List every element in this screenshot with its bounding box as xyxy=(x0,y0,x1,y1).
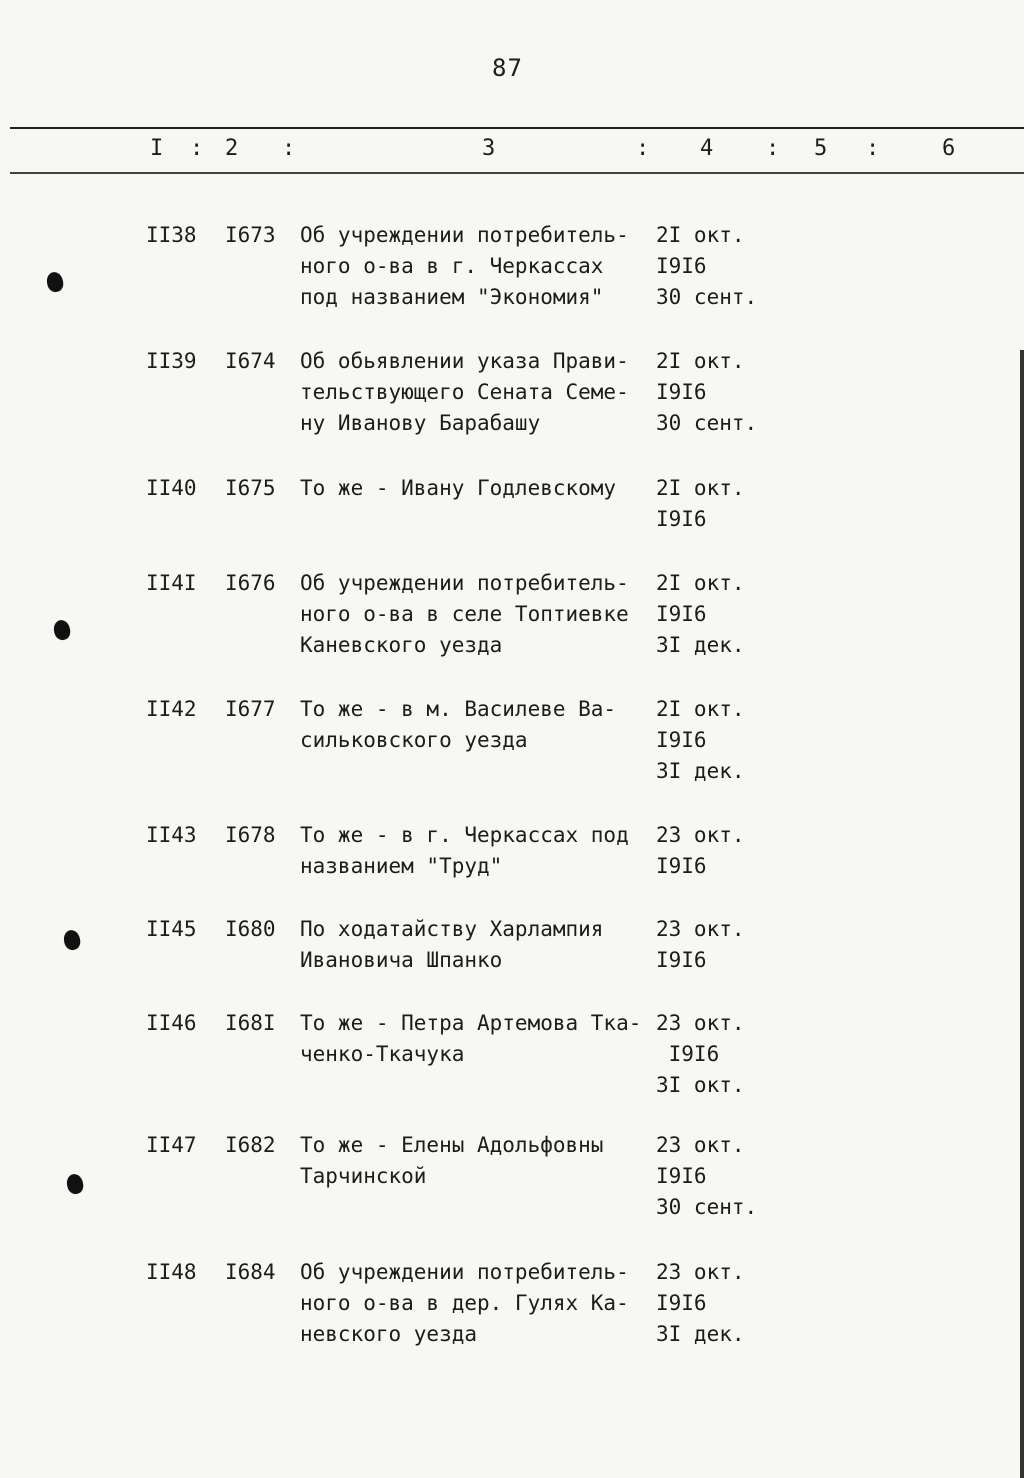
entry-title-line: Каневского уезда xyxy=(300,633,503,657)
entry-title-line: Об учреждении потребитель- xyxy=(300,1260,629,1284)
entry-number: II47 xyxy=(146,1133,197,1157)
binding-hole-mark xyxy=(65,1173,85,1196)
header-separator-1: : xyxy=(190,136,204,161)
entry-title xyxy=(300,568,660,661)
header-separator-2: : xyxy=(282,136,296,161)
binding-hole-mark xyxy=(52,619,72,642)
entry-date-line: 2I окт. xyxy=(656,349,745,373)
entry-title xyxy=(300,1130,660,1192)
entry-number: II4I xyxy=(146,571,197,595)
entry-date-line: 3I дек. xyxy=(656,759,745,783)
entry-title-line: сильковского уезда xyxy=(300,728,528,752)
entry-title-line: По ходатайству Харлампия xyxy=(300,917,604,941)
entry-date-line: 2I окт. xyxy=(656,697,745,721)
entry-title xyxy=(300,820,660,882)
document-number: I682 xyxy=(225,1133,276,1157)
entry-date-line: I9I6 xyxy=(656,380,707,404)
entry-date-line: I9I6 xyxy=(656,1291,707,1315)
entry-number: II38 xyxy=(146,223,197,247)
entry-title-line: ного о-ва в селе Топтиевке xyxy=(300,602,629,626)
entry-title-line: тельствующего Сената Семе- xyxy=(300,380,629,404)
entry-date-line: I9I6 xyxy=(656,728,707,752)
header-col-6: 6 xyxy=(942,136,956,161)
binding-hole-mark xyxy=(45,271,65,294)
entry-dates xyxy=(656,568,786,661)
entry-number: II46 xyxy=(146,1011,197,1035)
entry-date-line: I9I6 xyxy=(656,1164,707,1188)
document-number: I674 xyxy=(225,349,276,373)
entry-date-line: 3I дек. xyxy=(656,1322,745,1346)
entry-dates xyxy=(656,220,786,313)
document-number: I680 xyxy=(225,917,276,941)
document-number: I684 xyxy=(225,1260,276,1284)
entry-date-line: 30 сент. xyxy=(656,411,758,435)
page-edge-line xyxy=(1020,350,1024,1478)
entry-date-line: 2I окт. xyxy=(656,223,745,247)
entry-date-line: 30 сент. xyxy=(656,1195,758,1219)
entry-title-line: Об обьявлении указа Прави- xyxy=(300,349,629,373)
entry-title-line: ну Иванову Барабашу xyxy=(300,411,541,435)
entry-date-line: 23 окт. xyxy=(656,1133,745,1157)
binding-hole-mark xyxy=(62,929,82,952)
header-separator-3: : xyxy=(636,136,650,161)
entry-date-line: I9I6 xyxy=(656,1042,720,1066)
entry-title-line: под названием "Экономия" xyxy=(300,285,604,309)
entry-date-line: 30 сент. xyxy=(656,285,758,309)
entry-number: II42 xyxy=(146,697,197,721)
entry-title-line: То же - в м. Василеве Ва- xyxy=(300,697,617,721)
entry-date-line: 2I окт. xyxy=(656,476,745,500)
entry-date-line: I9I6 xyxy=(656,254,707,278)
entry-title xyxy=(300,914,660,976)
entry-number: II48 xyxy=(146,1260,197,1284)
entry-title-line: ного о-ва в г. Черкассах xyxy=(300,254,604,278)
entry-dates xyxy=(656,1008,786,1101)
entry-number: II40 xyxy=(146,476,197,500)
entry-date-line: 3I окт. xyxy=(656,1073,745,1097)
entry-date-line: 23 окт. xyxy=(656,1011,745,1035)
entry-date-line: I9I6 xyxy=(656,948,707,972)
document-number: I677 xyxy=(225,697,276,721)
document-number: I678 xyxy=(225,823,276,847)
entry-title-line: То же - Елены Адольфовны xyxy=(300,1133,604,1157)
entry-number: II45 xyxy=(146,917,197,941)
entry-title xyxy=(300,694,660,756)
entry-date-line: 23 окт. xyxy=(656,917,745,941)
document-number: I675 xyxy=(225,476,276,500)
entry-title-line: То же - Ивану Годлевскому xyxy=(300,476,617,500)
entry-date-line: I9I6 xyxy=(656,507,707,531)
entry-title xyxy=(300,473,660,504)
header-col-4: 4 xyxy=(700,136,714,161)
entry-title xyxy=(300,1008,660,1070)
entry-date-line: 3I дек. xyxy=(656,633,745,657)
entry-dates xyxy=(656,473,786,535)
entry-number: II39 xyxy=(146,349,197,373)
entry-dates xyxy=(656,820,786,882)
entry-title-line: Тарчинской xyxy=(300,1164,427,1188)
entry-title-line: То же - Петра Артемова Тка- xyxy=(300,1011,642,1035)
entry-title-line: Ивановича Шпанко xyxy=(300,948,503,972)
header-col-2: 2 xyxy=(225,136,239,161)
entry-title-line: Об учреждении потребитель- xyxy=(300,223,629,247)
document-number: I676 xyxy=(225,571,276,595)
entry-date-line: 23 окт. xyxy=(656,823,745,847)
entry-number: II43 xyxy=(146,823,197,847)
entry-dates xyxy=(656,1257,786,1350)
entry-dates xyxy=(656,914,786,976)
document-number: I673 xyxy=(225,223,276,247)
header-col-3: 3 xyxy=(482,136,496,161)
page-number: 87 xyxy=(492,54,523,82)
entry-date-line: I9I6 xyxy=(656,854,707,878)
entry-date-line: 23 окт. xyxy=(656,1260,745,1284)
header-separator-4: : xyxy=(766,136,780,161)
entry-date-line: 2I окт. xyxy=(656,571,745,595)
entry-title-line: названием "Труд" xyxy=(300,854,503,878)
entry-title-line: ного о-ва в дер. Гулях Ка- xyxy=(300,1291,629,1315)
entry-title xyxy=(300,1257,660,1350)
entry-dates xyxy=(656,346,786,439)
document-number: I68I xyxy=(225,1011,276,1035)
column-header xyxy=(0,136,1024,170)
entry-title xyxy=(300,220,660,313)
entry-title-line: Об учреждении потребитель- xyxy=(300,571,629,595)
entry-title-line: невского уезда xyxy=(300,1322,478,1346)
header-col-5: 5 xyxy=(814,136,828,161)
header-col-1: I xyxy=(150,136,164,161)
entry-title xyxy=(300,346,660,439)
header-separator-5: : xyxy=(866,136,880,161)
entry-date-line: I9I6 xyxy=(656,602,707,626)
entry-title-line: ченко-Ткачука xyxy=(300,1042,465,1066)
header-rule-top xyxy=(10,127,1024,129)
entry-title-line: То же - в г. Черкассах под xyxy=(300,823,629,847)
entry-dates xyxy=(656,1130,786,1223)
header-rule-bottom xyxy=(10,172,1024,174)
entry-dates xyxy=(656,694,786,787)
